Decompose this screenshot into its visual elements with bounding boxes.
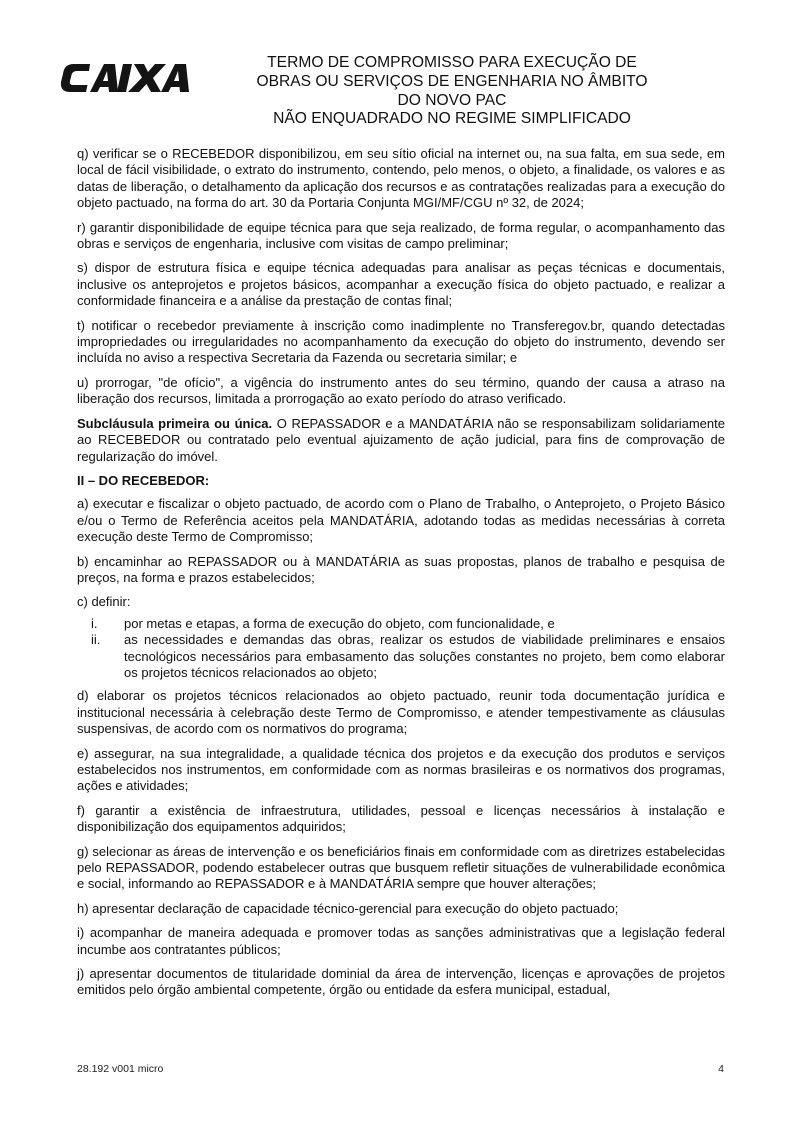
page-header <box>0 54 800 134</box>
title-line: TERMO DE COMPROMISSO PARA EXECUÇÃO DE <box>267 54 637 71</box>
subclause-text: O REPASSADOR e a MANDATÁRIA não se responsabilizam solidariamente ao RECEBEDOR ou contratado pelo eventual ajuizamento de ação judicial, para fins de comprovação de regularização do imóvel. <box>77 415 725 464</box>
clause-c: c) definir: <box>77 594 131 610</box>
clause-j: j) apresentar documentos de titularidade dominial da área de intervenção, licenças e aprovações de projetos emitidos pelo órgão ambiental competente, órgão ou entidade da esfera municipal, estadual, <box>77 966 725 998</box>
clause-b: b) encaminhar ao REPASSADOR ou à MANDATÁRIA as suas propostas, planos de trabalho e pesquisa de preços, na forma e prazos estabelecidos; <box>77 553 725 585</box>
clause-a: a) executar e fiscalizar o objeto pactuado, de acordo com o Plano de Trabalho, o Anteprojeto, o Projeto Básico e/ou o Termo de Referência aceitos pela MANDATÁRIA, adotando todas as medidas necessárias à correta execução deste Termo de Compromisso; <box>77 496 725 545</box>
title-line: NÃO ENQUADRADO NO REGIME SIMPLIFICADO <box>273 110 631 128</box>
clause-g: g) selecionar as áreas de intervenção e os beneficiários finais em conformidade com as diretrizes estabelecidas pelo REPASSADOR, podendo estabelecer outras que busquem refletir situações de vulnerabilidade econômica e social, informando ao REPASSADOR e à MANDATÁRIA sempre que houver alterações; <box>77 843 725 892</box>
list-item <box>77 632 725 681</box>
clause-d: d) elaborar os projetos técnicos relacionados ao objeto pactuado, reunir toda documentação jurídica e institucional necessária à celebração deste Termo de Compromisso, e atender tempestivamente as cláusulas suspensivas, de acordo com os normativos do programa; <box>77 688 725 737</box>
list-item-number: i. <box>91 615 98 631</box>
document-body <box>77 146 725 1007</box>
caixa-logo <box>60 58 198 98</box>
clause-t: t) notificar o recebedor previamente à inscrição como inadimplente no Transferegov.br, quando detectadas impropriedades ou irregularidades no acompanhamento da execução do objeto do instrumento, devendo ser incluída no aviso a respectiva Secretaria da Fazenda ou secretaria similar; e <box>77 317 725 366</box>
document-title <box>236 54 668 129</box>
clause-q: q) verificar se o RECEBEDOR disponibilizou, em seu sítio oficial na internet ou, na sua falta, em sua sede, em local de fácil visibilidade, o extrato do instrumento, contendo, pelo menos, o objeto, a finalidade, os valores e as datas de liberação, o detalhamento da aplicação dos recursos e as contratações realizadas para a execução do objeto pactuado, na forma do art. 30 da Portaria Conjunta MGI/MF/CGU nº 32, de 2024; <box>77 146 725 211</box>
list-item-text: por metas e etapas, a forma de execução do objeto, com funcionalidade, e <box>124 615 555 631</box>
subclause <box>77 416 725 465</box>
subclause-label: Subcláusula primeira ou única. <box>77 415 273 431</box>
clause-f: f) garantir a existência de infraestrutura, utilidades, pessoal e licenças necessários à instalação e disponibilização dos equipamentos adquiridos; <box>77 802 725 835</box>
document-code: 28.192 v001 micro <box>77 1063 164 1075</box>
list-item <box>77 616 725 632</box>
section-heading: II – DO RECEBEDOR: <box>77 472 210 488</box>
clause-s: s) dispor de estrutura física e equipe técnica adequadas para analisar as peças técnicas e documentais, inclusive os anteprojetos e projetos básicos, acompanhar a execução física do objeto pactuado, e realizar a conformidade financeira e a análise da prestação de contas final; <box>77 260 725 309</box>
page-number: 4 <box>718 1063 724 1075</box>
title-line: DO NOVO PAC <box>397 91 507 109</box>
clause-u: u) prorrogar, "de ofício", a vigência do instrumento antes do seu término, quando der causa a atraso na liberação dos recursos, limitada a prorrogação ao exato período do atraso verificado. <box>77 374 725 407</box>
clause-e: e) assegurar, na sua integralidade, a qualidade técnica dos projetos e da execução dos produtos e serviços estabelecidos nos instrumentos, em conformidade com as normas brasileiras e os normativos dos programas, ações e atividades; <box>77 745 725 794</box>
clause-h: h) apresentar declaração de capacidade técnico-gerencial para execução do objeto pactuado; <box>77 900 619 916</box>
list-item-text: as necessidades e demandas das obras, realizar os estudos de viabilidade preliminares e ensaios tecnológicos necessários para embasamento das soluções constantes no projeto, bem como elaborar os projetos técnicos relacionados ao objeto; <box>124 632 725 680</box>
clause-i: i) acompanhar de maneira adequada e promover todas as sanções administrativas que a legislação federal incumbe aos contratantes públicos; <box>77 925 725 957</box>
title-line: OBRAS OU SERVIÇOS DE ENGENHARIA NO ÂMBITO <box>256 72 648 90</box>
clause-r: r) garantir disponibilidade de equipe técnica para que seja realizado, de forma regular, o acompanhamento das obras e serviços de engenharia, inclusive com visitas de campo preliminar; <box>77 219 725 252</box>
clause-c-list <box>77 616 725 682</box>
list-item-number: ii. <box>91 632 101 648</box>
